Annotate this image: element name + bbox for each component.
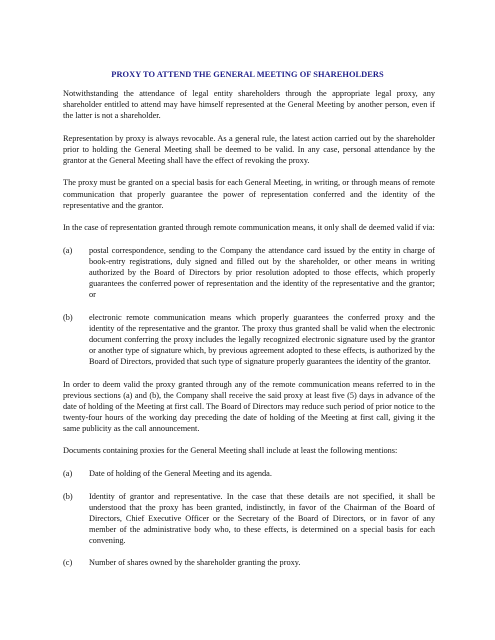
paragraph-special-basis: The proxy must be granted on a special basis for each General Meeting, in writing, or through means of remote communication that properly guarantee the power of representation conferred and the identity of the representative and the grantor. bbox=[63, 178, 435, 210]
list-item-date-agenda bbox=[63, 468, 435, 479]
list-item-identity bbox=[63, 491, 435, 546]
paragraph-remote-means-intro: In the case of representation granted through remote communication means, it only shall de deemed valid if via: bbox=[63, 223, 435, 233]
list-marker: (c) bbox=[63, 558, 73, 568]
paragraph-revocability: Representation by proxy is always revocable. As a general rule, the latest action carried out by the shareholder prior to holding the General Meeting shall be deemed to be valid. In any case, personal attendance by the grantor at the General Meeting shall have the effect of revoking the proxy. bbox=[63, 133, 435, 165]
list-marker: (b) bbox=[63, 491, 73, 501]
paragraph-validity-deadline: In order to deem valid the proxy granted through any of the remote communication means referred to in the previous sections (a) and (b), the Company shall receive the said proxy at least five (5) days in advance of the date of holding of the Meeting at first call. The Board of Directors may reduce such period of prior notice to the twenty-four hours of the working day preceding the date of holding of the Meeting at first call, giving it the same publicity as the call announcement. bbox=[63, 379, 435, 433]
list-item-text: Identity of grantor and representative. In the case that these details are not specified, it shall be understood that the proxy has been granted, indistinctly, in favor of the Chairman of the Board of Directors, Chief Executive Officer or the Secretary of the Board of Directors, or in favor of any member of the administrative body who, to these effects, is determined on a special basis for each convening. bbox=[89, 491, 435, 545]
list-item-text: Date of holding of the General Meeting and its agenda. bbox=[89, 468, 272, 478]
list-item-postal bbox=[63, 245, 435, 300]
list-item-electronic bbox=[63, 312, 435, 367]
list-item-shares bbox=[63, 557, 435, 568]
list-item-text: postal correspondence, sending to the Company the attendance card issued by the entity in charge of book-entry registrations, duly signed and filled out by the shareholder, or other means in writing authorized by the Board of Directors by prior resolution adopted to those effects, which properly guarantees the conferred power of representation and the identity of the representative and the grantor; or bbox=[89, 245, 435, 300]
list-marker: (a) bbox=[63, 245, 73, 255]
list-item-text: electronic remote communication means which properly guarantees the conferred proxy and the identity of the representative and the grantor. The proxy thus granted shall be valid when the electronic document conferring the proxy includes the legally recognized electronic signature used by the grantor or another type of signature which, by previous agreement adopted to these effects, is authorized by the Board of Directors, provided that such type of signature properly guarantees the identity of the grantor. bbox=[89, 312, 435, 366]
list-marker: (a) bbox=[63, 468, 73, 478]
paragraph-representation-right: Notwithstanding the attendance of legal entity shareholders through the appropriate legal proxy, any shareholder entitled to attend may have himself represented at the General Meeting by another person, even if the latter is not a shareholder. bbox=[63, 89, 435, 121]
paragraph-required-mentions: Documents containing proxies for the General Meeting shall include at least the following mentions: bbox=[63, 446, 398, 456]
document-body bbox=[63, 88, 435, 580]
document-title: PROXY TO ATTEND THE GENERAL MEETING OF SHAREHOLDERS bbox=[111, 70, 384, 79]
list-marker: (b) bbox=[63, 312, 73, 322]
list-item-text: Number of shares owned by the shareholder granting the proxy. bbox=[89, 558, 301, 568]
